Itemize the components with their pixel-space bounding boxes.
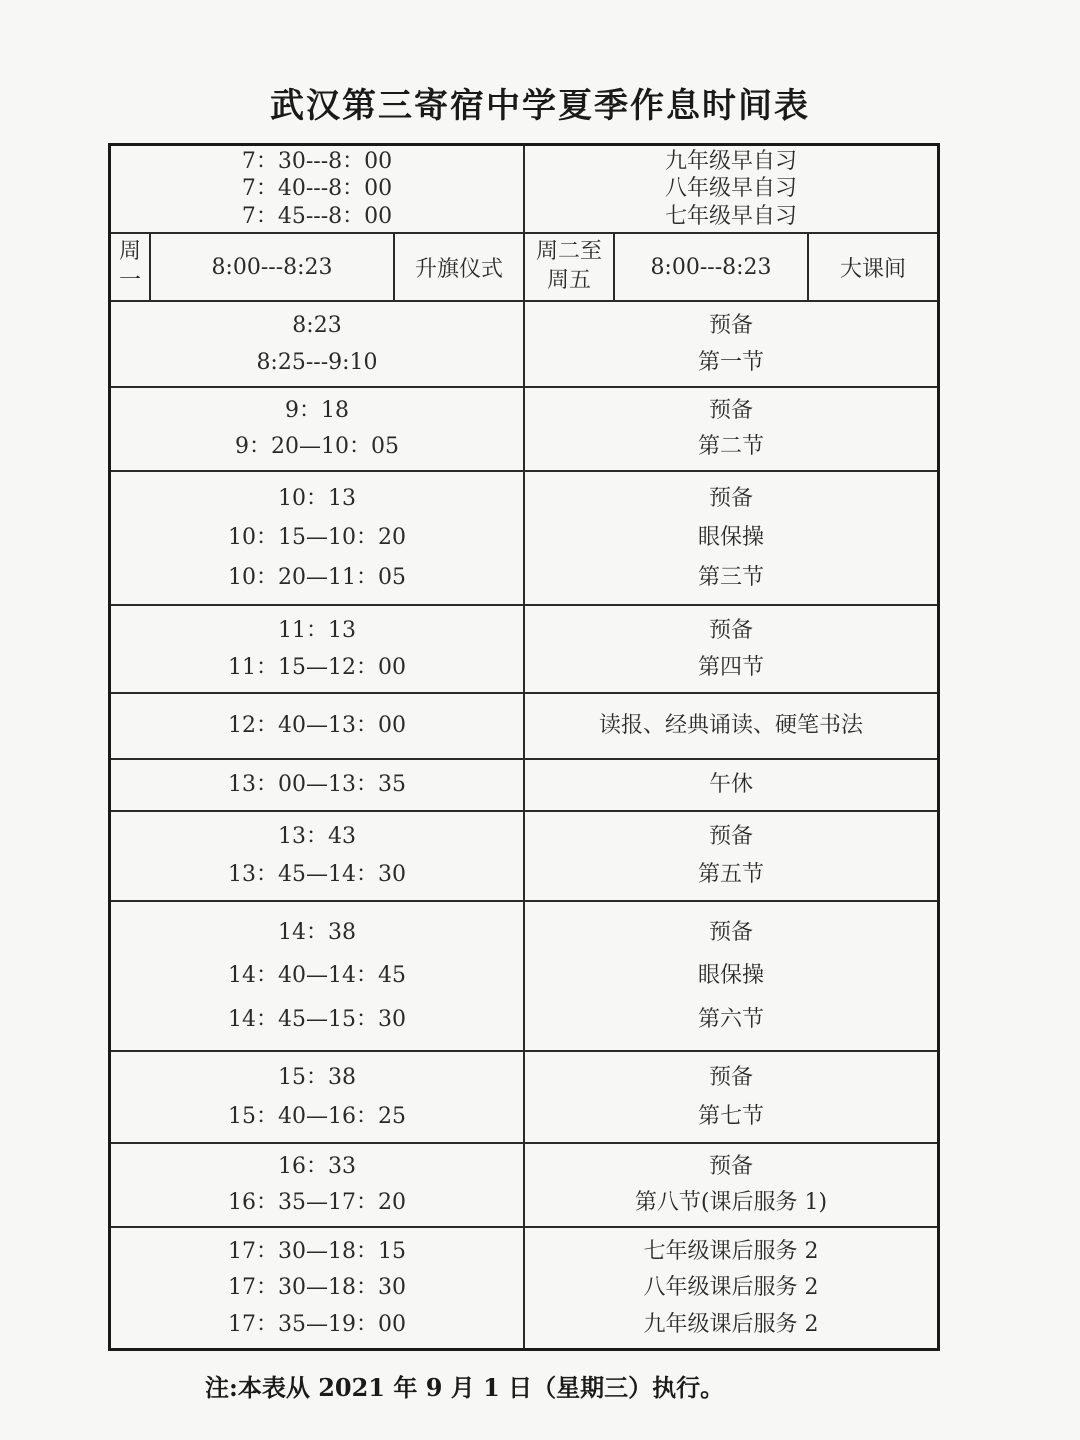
time-text: 10：13	[278, 486, 356, 512]
footnote-prefix: 注:	[205, 1373, 238, 1402]
monday-label-line: 周	[118, 239, 141, 265]
footnote	[205, 1368, 724, 1403]
time-text: 7：45---8：00	[241, 204, 393, 230]
activity-text: 七年级早自习	[664, 204, 797, 230]
activity-cell	[525, 694, 937, 758]
time-cell	[111, 388, 523, 470]
tuefri-label-line: 周五	[546, 268, 591, 293]
activity-cell	[525, 760, 937, 810]
time-text: 8:25---9:10	[256, 349, 378, 375]
time-text: 9：20—10：05	[235, 434, 399, 460]
activity-cell	[525, 388, 937, 470]
tuefri-activity-text: 大课间	[839, 256, 906, 282]
activity-text: 眼保操	[697, 525, 764, 551]
time-text: 14：45—15：30	[228, 1006, 406, 1032]
activity-text: 第五节	[697, 862, 764, 888]
activity-text: 预备	[708, 617, 753, 643]
activity-text: 预备	[708, 1154, 753, 1180]
activity-text: 第八节(课后服务 1)	[634, 1190, 828, 1216]
activity-text: 预备	[708, 486, 753, 512]
activity-cell	[525, 1228, 937, 1348]
tuefri-label	[525, 234, 615, 300]
activity-text: 预备	[708, 920, 753, 946]
time-cell	[111, 1144, 523, 1226]
time-cell	[111, 760, 523, 810]
table-row-weekly	[111, 234, 937, 302]
activity-text: 预备	[708, 824, 753, 850]
time-cell	[111, 472, 523, 604]
activity-cell	[525, 1052, 937, 1142]
time-text: 16：33	[278, 1154, 356, 1180]
activity-text: 九年级课后服务 2	[643, 1311, 819, 1337]
tuefri-activity	[809, 234, 937, 300]
time-text: 9：18	[285, 398, 349, 424]
column-divider	[523, 302, 525, 1348]
monday-label	[111, 234, 151, 300]
activity-text: 第三节	[697, 564, 764, 590]
activity-text: 预备	[708, 1065, 753, 1091]
activity-text: 预备	[708, 398, 753, 424]
activity-cell	[525, 812, 937, 900]
activity-text: 预备	[708, 313, 753, 339]
activity-text: 九年级早自习	[664, 148, 797, 174]
time-cell	[111, 1052, 523, 1142]
footnote-text: 本表从 2021 年 9 月 1 日（星期三）执行。	[237, 1373, 725, 1402]
time-cell	[111, 902, 523, 1050]
time-cell	[111, 302, 523, 386]
activity-cell	[525, 302, 937, 386]
activity-cell	[525, 472, 937, 604]
activity-cell	[525, 902, 937, 1050]
activity-text: 第四节	[697, 654, 764, 680]
monday-time	[151, 234, 395, 300]
monday-label-line: 一	[118, 268, 141, 293]
time-text: 13：00—13：35	[228, 772, 406, 798]
time-text: 17：30—18：15	[228, 1239, 406, 1265]
time-cell	[111, 694, 523, 758]
activity-text: 八年级课后服务 2	[643, 1275, 819, 1301]
time-cell	[111, 146, 525, 232]
time-text: 14：38	[278, 920, 356, 946]
activity-text: 读报、经典诵读、硬笔书法	[598, 713, 863, 739]
activity-cell	[525, 606, 937, 692]
time-text: 15：38	[278, 1065, 356, 1091]
monday-activity-text: 升旗仪式	[414, 256, 503, 282]
activity-cell	[525, 146, 937, 232]
activity-text: 第七节	[697, 1103, 764, 1129]
activity-text: 七年级课后服务 2	[643, 1239, 819, 1265]
activity-text: 第一节	[697, 349, 764, 375]
time-text: 11：13	[278, 617, 356, 643]
time-text: 13：45—14：30	[228, 862, 406, 888]
tuefri-time	[615, 234, 809, 300]
activity-text: 第二节	[697, 434, 764, 460]
tuefri-time-text: 8:00---8:23	[650, 254, 772, 280]
time-text: 10：20—11：05	[228, 564, 406, 590]
activity-cell	[525, 1144, 937, 1226]
monday-time-text: 8:00---8:23	[211, 254, 333, 280]
time-text: 8:23	[292, 313, 342, 339]
activity-text: 第六节	[697, 1006, 764, 1032]
activity-text: 午休	[708, 772, 753, 798]
time-text: 11：15—12：00	[228, 654, 406, 680]
time-text: 15：40—16：25	[228, 1103, 406, 1129]
time-text: 16：35—17：20	[228, 1190, 406, 1216]
time-text: 7：40---8：00	[241, 176, 393, 202]
time-text: 14：40—14：45	[228, 963, 406, 989]
page-title: 武汉第三寄宿中学夏季作息时间表	[270, 86, 810, 126]
activity-text: 眼保操	[697, 963, 764, 989]
time-text: 13：43	[278, 824, 356, 850]
time-text: 12：40—13：00	[228, 713, 406, 739]
tuefri-label-line: 周二至	[535, 239, 602, 265]
time-cell	[111, 812, 523, 900]
time-text: 17：35—19：00	[228, 1311, 406, 1337]
table-row-morning	[111, 146, 937, 234]
time-text: 10：15—10：20	[228, 525, 406, 551]
time-cell	[111, 1228, 523, 1348]
schedule-table	[108, 143, 940, 1351]
time-cell	[111, 606, 523, 692]
time-text: 17：30—18：30	[228, 1275, 406, 1301]
monday-activity	[395, 234, 525, 300]
activity-text: 八年级早自习	[664, 176, 797, 202]
time-text: 7：30---8：00	[241, 148, 393, 174]
